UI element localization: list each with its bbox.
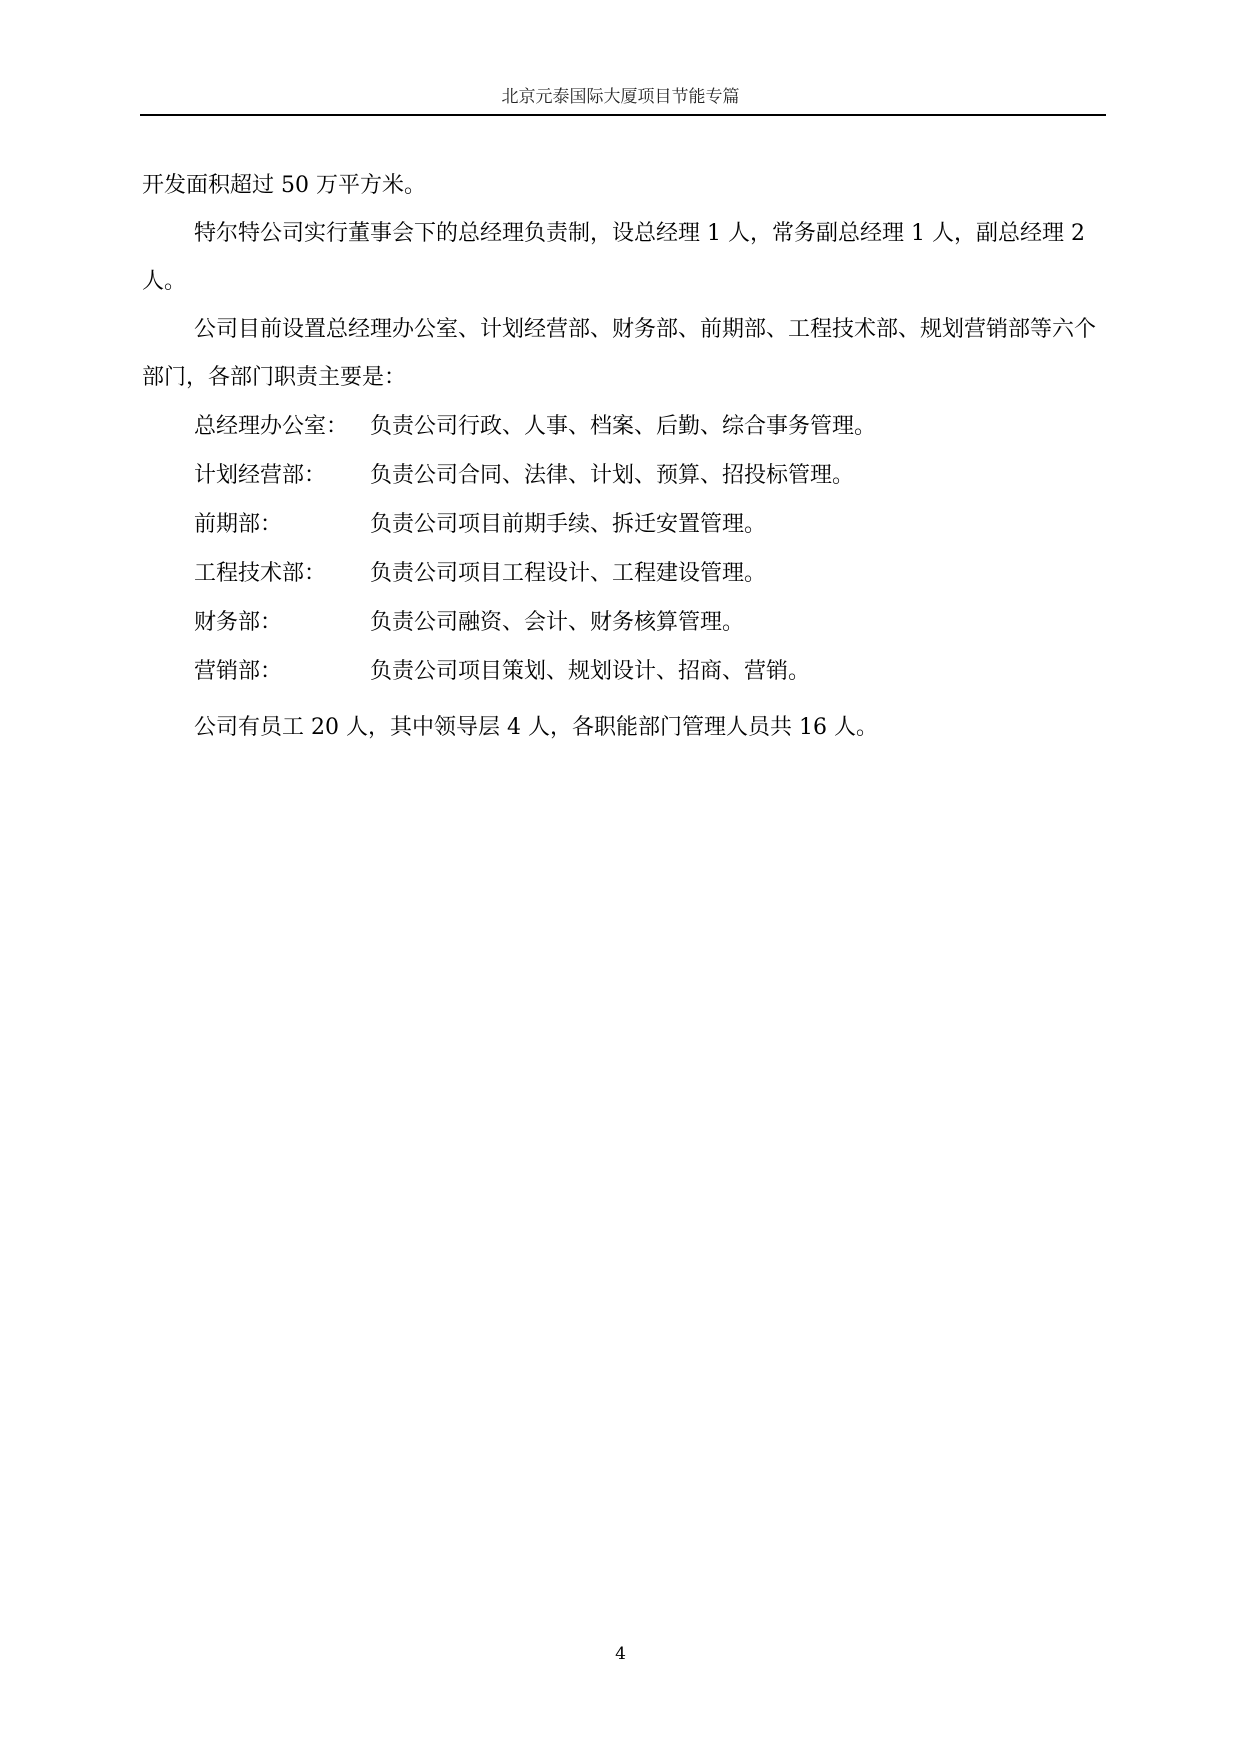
paragraph-management-structure: 特尔特公司实行董事会下的总经理负责制，设总经理 1 人，常务副总经理 1 人，副总经理 2 人。 [142,221,1085,294]
department-name: 总经理办公室： [194,414,349,439]
department-name: 营销部： [194,659,283,684]
department-name: 前期部： [194,512,283,537]
department-duty: 负责公司项目前期手续、拆迁安置管理。 [370,512,767,537]
page-number: 4 [615,1644,626,1664]
department-duty: 负责公司行政、人事、档案、后勤、综合事务管理。 [370,414,877,439]
department-name: 计划经营部： [194,463,327,488]
department-duty: 负责公司合同、法律、计划、预算、招投标管理。 [370,463,855,488]
duty-row-planning [142,451,1106,500]
duty-row-finance [142,598,1106,647]
department-name: 工程技术部： [194,561,327,586]
department-duty: 负责公司融资、会计、财务核算管理。 [370,610,745,635]
department-name: 财务部： [194,610,283,635]
page-header-title: 北京元泰国际大厦项目节能专篇 [501,87,740,107]
department-duty: 负责公司项目策划、规划设计、招商、营销。 [370,659,811,684]
department-duties-list [142,402,1106,696]
duty-row-engineering [142,549,1106,598]
header-divider [140,114,1106,116]
paragraph-staff-summary: 公司有员工 20 人，其中领导层 4 人，各职能部门管理人员共 16 人。 [194,715,878,740]
paragraph-development-area: 开发面积超过 50 万平方米。 [142,173,426,198]
duty-row-marketing [142,647,1106,696]
document-body [142,168,1106,752]
duty-row-preliminary [142,500,1106,549]
department-duty: 负责公司项目工程设计、工程建设管理。 [370,561,767,586]
paragraph-departments-intro: 公司目前设置总经理办公室、计划经营部、财务部、前期部、工程技术部、规划营销部等六个部门，各部门职责主要是： [142,317,1097,390]
duty-row-general-office [142,402,1106,451]
